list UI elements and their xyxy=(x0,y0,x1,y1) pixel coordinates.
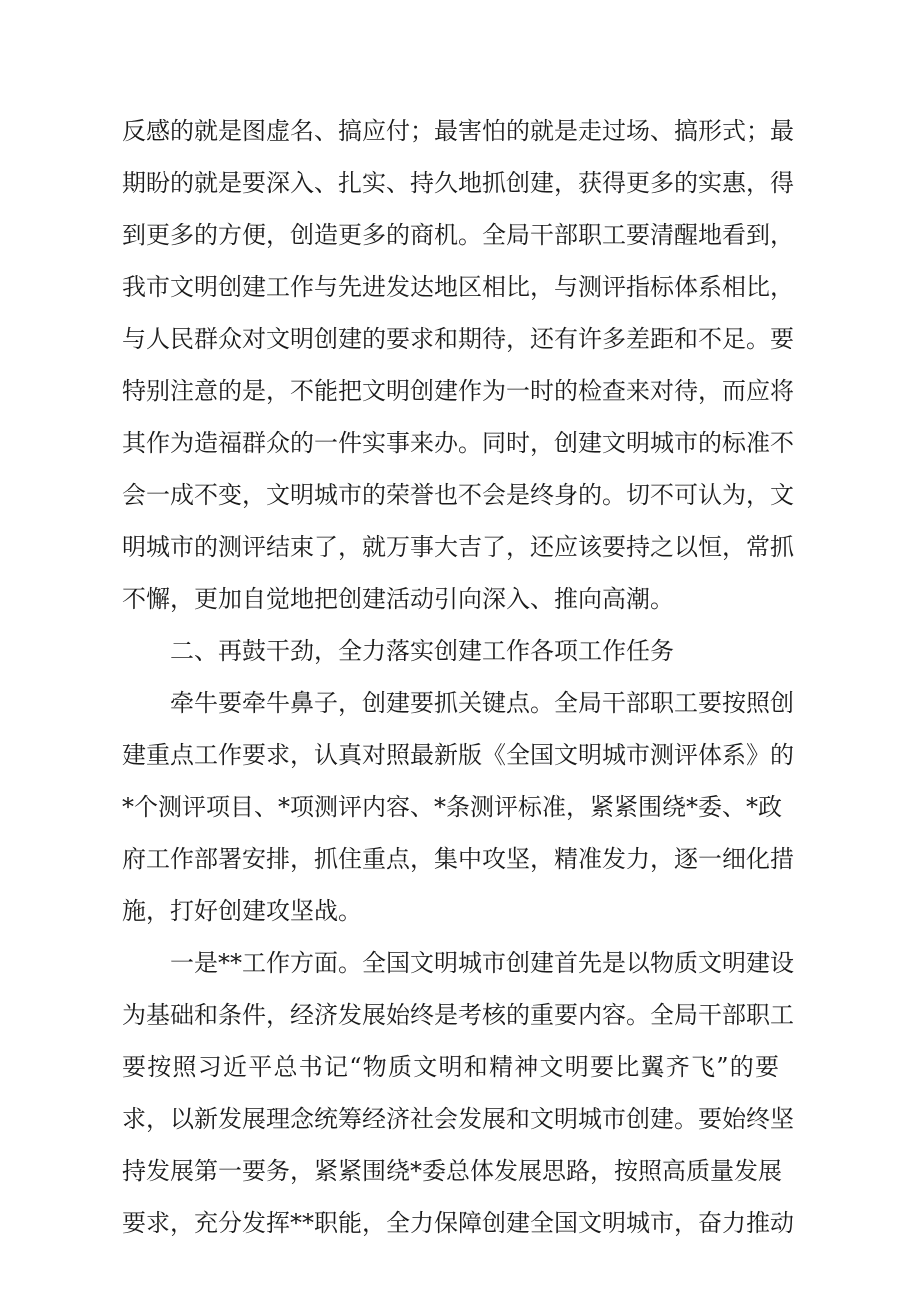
text-line: 牵牛要牵牛鼻子，创建要抓关键点。全局干部职工要按照创 xyxy=(170,689,794,717)
text-line: 会一成不变，文明城市的荣誉也不会是终身的。切不可认为，文 xyxy=(122,481,794,509)
section-heading: 二、再鼓干劲，全力落实创建工作各项工作任务 xyxy=(170,637,674,665)
text-line: 为基础和条件，经济发展始终是考核的重要内容。全局干部职工 xyxy=(122,1001,794,1029)
text-line: 我市文明创建工作与先进发达地区相比，与测评指标体系相比， xyxy=(122,273,794,301)
text-line: 期盼的就是要深入、扎实、持久地抓创建，获得更多的实惠，得 xyxy=(122,169,794,197)
text-line: 反感的就是图虚名、搞应付；最害怕的就是走过场、搞形式；最 xyxy=(122,117,794,145)
text-line: 其作为造福群众的一件实事来办。同时，创建文明城市的标准不 xyxy=(122,429,794,457)
text-line: 持发展第一要务，紧紧围绕*委总体发展思路，按照高质量发展 xyxy=(122,1157,782,1185)
text-line: 与人民群众对文明创建的要求和期待，还有许多差距和不足。要 xyxy=(122,325,794,353)
text-line: 建重点工作要求，认真对照最新版《全国文明城市测评体系》的 xyxy=(122,741,794,769)
text-line: *个测评项目、*项测评内容、*条测评标准，紧紧围绕*委、*政 xyxy=(122,793,782,821)
text-line: 到更多的方便，创造更多的商机。全局干部职工要清醒地看到， xyxy=(122,221,794,249)
text-line: 要求，充分发挥**职能，全力保障创建全国文明城市，奋力推动 xyxy=(122,1209,794,1237)
text-line: 府工作部署安排，抓住重点，集中攻坚，精准发力，逐一细化措 xyxy=(122,845,794,873)
text-line: 要按照习近平总书记“物质文明和精神文明要比翼齐飞”的要 xyxy=(122,1053,779,1081)
text-line: 求，以新发展理念统筹经济社会发展和文明城市创建。要始终坚 xyxy=(122,1105,794,1133)
text-line: 特别注意的是，不能把文明创建作为一时的检查来对待，而应将 xyxy=(122,377,794,405)
text-line: 施，打好创建攻坚战。 xyxy=(122,897,362,925)
text-line: 一是**工作方面。全国文明城市创建首先是以物质文明建设 xyxy=(170,949,794,977)
text-line: 不懈，更加自觉地把创建活动引向深入、推向高潮。 xyxy=(122,585,674,613)
text-line: 明城市的测评结束了，就万事大吉了，还应该要持之以恒，常抓 xyxy=(122,533,794,561)
